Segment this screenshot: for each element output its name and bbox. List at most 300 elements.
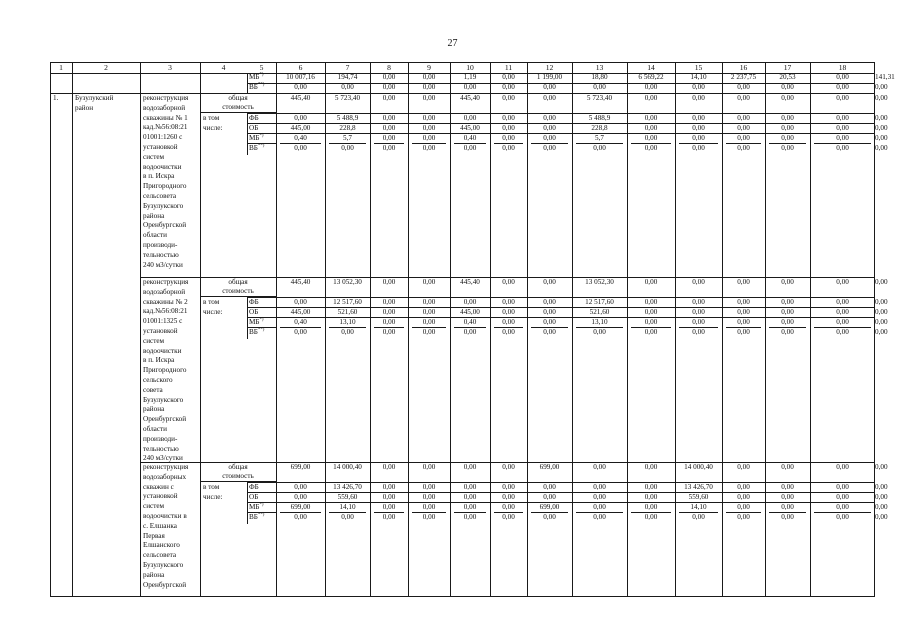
value-cell: 0,00 bbox=[836, 513, 849, 521]
column-divider bbox=[722, 277, 723, 462]
value-cell: 0,00 bbox=[781, 144, 794, 152]
value-cell: 0,00 bbox=[593, 483, 606, 491]
project-description-line: района bbox=[143, 405, 165, 414]
source-code: ОБ bbox=[249, 308, 259, 316]
value-cell: 445,00 bbox=[460, 124, 480, 132]
value-cell: 0,00 bbox=[875, 94, 888, 102]
row-line bbox=[280, 512, 321, 513]
value-cell: 445,00 bbox=[290, 308, 311, 316]
project-description-line: Бузулукского bbox=[143, 561, 184, 569]
project-description-line: Пригородного bbox=[143, 366, 187, 375]
column-divider bbox=[765, 93, 766, 277]
row-line bbox=[247, 143, 276, 144]
value-cell: 0,00 bbox=[836, 124, 849, 132]
column-divider bbox=[572, 93, 573, 277]
value-cell: 13 426,70 bbox=[684, 483, 713, 491]
row-line bbox=[329, 512, 366, 513]
column-divider bbox=[450, 62, 451, 93]
including-label: числе: bbox=[203, 307, 223, 316]
project-description-line: производи- bbox=[143, 434, 178, 443]
column-header-7: 7 bbox=[345, 63, 350, 72]
value-cell: 0,40 bbox=[294, 134, 307, 142]
column-header-15: 15 bbox=[694, 63, 703, 72]
row-line bbox=[247, 482, 875, 483]
value-cell: 0,00 bbox=[382, 308, 396, 316]
value-cell: 5 723,40 bbox=[586, 94, 613, 102]
column-divider bbox=[572, 62, 573, 93]
column-header-14: 14 bbox=[647, 63, 655, 72]
column-divider bbox=[527, 62, 528, 93]
column-header-17: 17 bbox=[783, 63, 792, 72]
row-line bbox=[247, 327, 276, 328]
footnote-mark: **) bbox=[257, 512, 265, 518]
summary-value: 0,00 bbox=[593, 83, 606, 91]
column-divider bbox=[276, 62, 277, 93]
source-code: ОБ bbox=[249, 124, 259, 132]
value-cell: 0,00 bbox=[422, 134, 436, 142]
row-line bbox=[247, 133, 875, 134]
value-cell: 0,00 bbox=[543, 298, 556, 306]
summary-value: 0,00 bbox=[502, 73, 515, 81]
value-cell: 0,00 bbox=[644, 298, 658, 306]
value-cell: 0,00 bbox=[836, 144, 849, 152]
value-cell: 0,00 bbox=[543, 124, 556, 132]
value-cell: 0,00 bbox=[422, 298, 436, 306]
source-code: ВБ bbox=[249, 513, 258, 521]
summary-source-0 bbox=[249, 73, 276, 83]
project-description-line: систем bbox=[143, 336, 165, 345]
value-cell: 0,00 bbox=[382, 503, 396, 511]
value-cell: 13,10 bbox=[339, 318, 356, 326]
value-cell: 0,00 bbox=[543, 114, 556, 122]
value-cell: 445,00 bbox=[460, 308, 480, 316]
value-cell: 0,00 bbox=[422, 94, 436, 102]
summary-value: 0,00 bbox=[341, 83, 354, 91]
value-cell: 0,00 bbox=[781, 308, 794, 316]
value-cell: 13 426,70 bbox=[333, 483, 362, 491]
including-label: числе: bbox=[203, 123, 223, 132]
row-line bbox=[679, 327, 718, 328]
project-description-line: области bbox=[143, 231, 168, 240]
column-divider bbox=[408, 277, 409, 462]
value-cell: 0,00 bbox=[781, 298, 794, 306]
value-cell: 0,00 bbox=[502, 483, 515, 491]
row-line bbox=[631, 143, 671, 144]
value-cell: 5 723,40 bbox=[334, 94, 361, 102]
summary-value: 0,00 bbox=[692, 83, 705, 91]
value-cell: 0,00 bbox=[875, 493, 888, 501]
summary-value: 0,00 bbox=[382, 83, 396, 91]
column-divider bbox=[572, 462, 573, 597]
value-cell: 559,60 bbox=[337, 493, 358, 501]
project-description-line: водозаборной bbox=[143, 287, 186, 296]
value-cell: 0,00 bbox=[502, 493, 515, 501]
value-cell: 0,00 bbox=[422, 114, 436, 122]
project-description-line: установкой bbox=[143, 143, 178, 151]
value-cell: 5,7 bbox=[595, 134, 604, 142]
value-cell: 0,00 bbox=[836, 483, 849, 491]
project-description-line: 240 м3/сутки bbox=[143, 454, 183, 463]
column-divider bbox=[325, 93, 326, 277]
column-divider bbox=[527, 93, 528, 277]
source-code: ФБ bbox=[249, 483, 259, 491]
column-divider bbox=[627, 62, 628, 93]
value-cell: 0,00 bbox=[644, 124, 658, 132]
value-cell: 0,00 bbox=[341, 328, 354, 336]
project-description-line: кад.№56:08:21 bbox=[143, 307, 188, 316]
value-cell: 0,00 bbox=[737, 308, 750, 316]
project-description-line: области bbox=[143, 425, 168, 433]
project-description-line: 01001:1260 с bbox=[143, 133, 183, 142]
value-cell: 14 000,40 bbox=[333, 463, 362, 471]
row-line bbox=[576, 143, 623, 144]
value-cell: 0,00 bbox=[543, 278, 556, 286]
value-cell: 0,00 bbox=[737, 318, 750, 326]
column-header-6: 6 bbox=[298, 63, 303, 72]
project-description-line: сельского bbox=[143, 376, 173, 384]
value-cell: 0,00 bbox=[875, 318, 888, 326]
column-divider bbox=[370, 462, 371, 597]
row-line bbox=[280, 143, 321, 144]
project-description-line: в п. Искра bbox=[143, 172, 175, 181]
source-divider bbox=[247, 112, 248, 155]
value-cell: 0,00 bbox=[341, 144, 354, 152]
value-cell: 0,00 bbox=[737, 493, 750, 501]
value-cell: 14 000,40 bbox=[684, 463, 713, 471]
value-cell: 0,00 bbox=[875, 483, 888, 491]
including-label: в том bbox=[203, 483, 220, 491]
value-cell: 0,00 bbox=[781, 124, 794, 132]
value-cell: 0,00 bbox=[382, 124, 396, 132]
summary-value: 141,31 bbox=[875, 73, 895, 81]
column-header-18: 18 bbox=[838, 63, 847, 72]
value-cell: 0,00 bbox=[422, 144, 436, 152]
value-cell: 0,00 bbox=[463, 144, 477, 152]
value-cell: 0,00 bbox=[836, 503, 849, 511]
value-cell: 13 052,30 bbox=[585, 278, 614, 286]
value-cell: 0,00 bbox=[382, 328, 396, 336]
row-line bbox=[247, 492, 875, 493]
summary-value: 0,00 bbox=[422, 83, 436, 91]
value-cell: 0,00 bbox=[781, 278, 794, 286]
value-cell: 0,00 bbox=[422, 308, 436, 316]
value-cell: 0,00 bbox=[737, 463, 750, 471]
value-cell: 0,00 bbox=[875, 114, 888, 122]
value-cell: 0,00 bbox=[737, 144, 750, 152]
project-description-line: Бузулукского bbox=[143, 201, 184, 210]
source-divider bbox=[247, 296, 248, 339]
value-cell: 0,00 bbox=[543, 318, 556, 326]
value-cell: 0,00 bbox=[781, 463, 794, 471]
value-cell: 0,00 bbox=[382, 114, 396, 122]
row-line bbox=[454, 512, 486, 513]
value-cell: 0,00 bbox=[836, 318, 849, 326]
row-line bbox=[631, 512, 671, 513]
value-cell: 0,00 bbox=[737, 124, 750, 132]
column-divider bbox=[450, 277, 451, 462]
row-line bbox=[247, 113, 875, 114]
district-number: 1. bbox=[53, 94, 59, 102]
source-code: ФБ bbox=[249, 298, 259, 306]
column-divider bbox=[627, 462, 628, 597]
project-description-line: Первая bbox=[143, 531, 165, 540]
column-divider bbox=[450, 93, 451, 277]
value-cell: 0,00 bbox=[502, 114, 515, 122]
row-line bbox=[576, 512, 623, 513]
project-description-line: реконструкция bbox=[143, 278, 189, 286]
column-divider bbox=[325, 277, 326, 462]
including-label: в том bbox=[203, 114, 220, 122]
column-divider bbox=[325, 62, 326, 93]
source-code: ВБ bbox=[249, 144, 258, 152]
value-cell: 0,00 bbox=[644, 114, 658, 122]
column-header-11: 11 bbox=[504, 63, 513, 72]
column-header-9: 9 bbox=[427, 63, 431, 72]
row-line bbox=[726, 327, 761, 328]
source-code: МБ bbox=[249, 318, 260, 326]
summary-value: 0,00 bbox=[382, 73, 396, 81]
row-line bbox=[454, 143, 486, 144]
column-header-3: 3 bbox=[168, 63, 172, 72]
value-cell: 0,00 bbox=[341, 513, 354, 521]
project-description-line: Оренбургской bbox=[143, 221, 187, 230]
value-cell: 445,40 bbox=[460, 94, 480, 102]
summary-value: 2 237,75 bbox=[730, 73, 757, 81]
value-cell: 14,10 bbox=[690, 503, 707, 511]
column-header-1: 1 bbox=[59, 63, 63, 72]
value-cell: 0,00 bbox=[692, 513, 705, 521]
value-cell: 0,00 bbox=[737, 298, 750, 306]
value-cell: 0,00 bbox=[294, 114, 307, 122]
row-line bbox=[814, 143, 871, 144]
value-cell: 0,00 bbox=[422, 318, 436, 326]
summary-value: 0,00 bbox=[422, 73, 436, 81]
value-cell: 0,00 bbox=[382, 298, 396, 306]
value-cell: 0,00 bbox=[737, 513, 750, 521]
total-cost-label: стоимость bbox=[222, 471, 254, 480]
value-cell: 0,00 bbox=[737, 483, 750, 491]
value-cell: 0,00 bbox=[836, 463, 849, 471]
value-cell: 13 052,30 bbox=[333, 278, 362, 286]
summary-value: 0,00 bbox=[875, 83, 888, 91]
column-header-4: 4 bbox=[221, 63, 226, 72]
value-cell: 0,00 bbox=[737, 134, 750, 142]
value-cell: 0,00 bbox=[692, 308, 705, 316]
value-cell: 0,00 bbox=[382, 318, 396, 326]
project-description-line: установкой bbox=[143, 327, 178, 335]
source-code: ВБ bbox=[249, 83, 258, 91]
value-cell: 0,00 bbox=[502, 144, 515, 152]
value-cell: 0,00 bbox=[644, 278, 658, 286]
project-description-line: кад.№56:08:21 bbox=[143, 123, 188, 132]
value-cell: 5,7 bbox=[343, 134, 352, 142]
district-name: Бузулукский bbox=[75, 94, 114, 102]
summary-value: 0,00 bbox=[737, 83, 750, 91]
value-cell: 0,00 bbox=[502, 503, 515, 511]
value-cell: 445,40 bbox=[290, 94, 311, 102]
summary-value: 0,00 bbox=[836, 73, 849, 81]
project-description-line: тельностью bbox=[143, 250, 179, 259]
total-cost-label: общая bbox=[228, 278, 248, 286]
value-cell: 0,00 bbox=[382, 463, 396, 471]
value-cell: 699,00 bbox=[539, 463, 560, 471]
including-label: в том bbox=[203, 298, 220, 306]
column-header-10: 10 bbox=[466, 63, 474, 72]
column-divider bbox=[200, 62, 201, 597]
value-cell: 0,00 bbox=[463, 493, 477, 501]
column-divider bbox=[765, 277, 766, 462]
column-divider bbox=[450, 462, 451, 597]
value-cell: 0,00 bbox=[644, 463, 658, 471]
value-cell: 0,00 bbox=[502, 124, 515, 132]
value-cell: 0,00 bbox=[836, 308, 849, 316]
value-cell: 0,00 bbox=[737, 328, 750, 336]
value-cell: 0,00 bbox=[593, 493, 606, 501]
row-line bbox=[631, 327, 671, 328]
value-cell: 0,00 bbox=[836, 94, 849, 102]
column-divider bbox=[675, 462, 676, 597]
column-header-2: 2 bbox=[104, 63, 108, 72]
value-cell: 0,40 bbox=[294, 318, 307, 326]
value-cell: 0,00 bbox=[781, 114, 794, 122]
column-divider bbox=[408, 93, 409, 277]
summary-value: 0,00 bbox=[781, 83, 794, 91]
summary-value: 0,00 bbox=[836, 83, 849, 91]
value-cell: 0,00 bbox=[593, 503, 606, 511]
value-cell: 0,00 bbox=[543, 328, 556, 336]
value-cell: 0,00 bbox=[502, 318, 515, 326]
value-cell: 0,00 bbox=[502, 513, 515, 521]
value-cell: 0,00 bbox=[781, 513, 794, 521]
summary-value: 1,19 bbox=[463, 73, 477, 81]
value-cell: 0,00 bbox=[382, 278, 396, 286]
row-line bbox=[726, 143, 761, 144]
value-cell: 0,00 bbox=[875, 134, 888, 142]
value-cell: 0,00 bbox=[644, 483, 658, 491]
row-line bbox=[814, 327, 871, 328]
column-divider bbox=[722, 462, 723, 597]
source-divider bbox=[247, 481, 248, 524]
total-cost-label: общая bbox=[228, 94, 248, 102]
value-cell: 13,10 bbox=[591, 318, 608, 326]
project-description-line: реконструкция bbox=[143, 463, 189, 471]
value-cell: 0,00 bbox=[692, 298, 705, 306]
project-description-line: тельностью bbox=[143, 444, 179, 453]
row-line bbox=[412, 143, 446, 144]
value-cell: 0,00 bbox=[875, 298, 888, 306]
value-cell: 0,00 bbox=[294, 144, 307, 152]
value-cell: 559,60 bbox=[688, 493, 709, 501]
project-description-line: водоочистки в bbox=[143, 512, 187, 520]
column-header-12: 12 bbox=[545, 63, 554, 72]
row-line bbox=[494, 327, 523, 328]
row-line bbox=[494, 512, 523, 513]
value-cell: 0,00 bbox=[463, 463, 477, 471]
value-cell: 0,40 bbox=[463, 134, 477, 142]
footnote-mark: *) bbox=[259, 502, 264, 508]
value-cell: 0,00 bbox=[422, 278, 436, 286]
footnote-mark: *) bbox=[259, 133, 264, 139]
row-line bbox=[412, 512, 446, 513]
row-line bbox=[374, 512, 404, 513]
total-cost-label: стоимость bbox=[222, 102, 254, 111]
value-cell: 0,00 bbox=[875, 503, 888, 511]
column-header-13: 13 bbox=[595, 63, 604, 72]
value-cell: 0,00 bbox=[593, 513, 606, 521]
value-cell: 0,00 bbox=[593, 328, 606, 336]
row-line bbox=[247, 502, 875, 503]
column-divider bbox=[325, 462, 326, 597]
value-cell: 12 517,60 bbox=[333, 298, 362, 306]
source-label-ВБ bbox=[249, 144, 276, 154]
project-description-line: с. Елшанка bbox=[143, 521, 177, 530]
value-cell: 0,00 bbox=[502, 328, 515, 336]
value-cell: 0,00 bbox=[422, 483, 436, 491]
value-cell: 0,00 bbox=[502, 134, 515, 142]
value-cell: 0,00 bbox=[543, 134, 556, 142]
value-cell: 0,00 bbox=[836, 328, 849, 336]
project-description-line: района bbox=[143, 570, 165, 579]
value-cell: 0,00 bbox=[422, 493, 436, 501]
column-header-16: 16 bbox=[739, 63, 748, 72]
value-cell: 0,00 bbox=[502, 94, 515, 102]
value-cell: 0,00 bbox=[875, 144, 888, 152]
project-description-line: скважин с bbox=[143, 482, 174, 491]
value-cell: 0,00 bbox=[781, 94, 794, 102]
total-cost-label: стоимость bbox=[222, 286, 254, 295]
row-line bbox=[576, 327, 623, 328]
value-cell: 0,00 bbox=[781, 503, 794, 511]
row-line bbox=[531, 512, 568, 513]
summary-value: 1 199,00 bbox=[536, 73, 563, 81]
value-cell: 0,00 bbox=[422, 124, 436, 132]
column-divider bbox=[370, 62, 371, 93]
row-line bbox=[247, 297, 875, 298]
value-cell: 0,00 bbox=[836, 134, 849, 142]
row-line bbox=[494, 143, 523, 144]
value-cell: 0,00 bbox=[644, 308, 658, 316]
row-line bbox=[374, 143, 404, 144]
value-cell: 0,00 bbox=[836, 493, 849, 501]
summary-value: 0,00 bbox=[463, 83, 477, 91]
value-cell: 0,00 bbox=[382, 94, 396, 102]
value-cell: 0,00 bbox=[644, 493, 658, 501]
project-description-line: сельсовета bbox=[143, 551, 177, 560]
value-cell: 0,00 bbox=[593, 463, 606, 471]
project-description-line: водоочистки bbox=[143, 346, 182, 355]
value-cell: 0,00 bbox=[294, 493, 307, 501]
value-cell: 0,00 bbox=[875, 124, 888, 132]
value-cell: 0,00 bbox=[692, 318, 705, 326]
column-divider bbox=[627, 93, 628, 277]
value-cell: 0,00 bbox=[382, 483, 396, 491]
summary-value: 20,53 bbox=[779, 73, 796, 81]
value-cell: 0,00 bbox=[543, 308, 556, 316]
column-divider bbox=[722, 62, 723, 93]
project-description-line: в п. Искра bbox=[143, 356, 175, 365]
row-line bbox=[329, 327, 366, 328]
project-description-line: Оренбургской bbox=[143, 580, 187, 589]
value-cell: 699,00 bbox=[290, 463, 311, 471]
project-description-line: Оренбургской bbox=[143, 415, 187, 424]
footnote-mark: *) bbox=[259, 317, 264, 323]
column-divider bbox=[72, 62, 73, 597]
value-cell: 0,00 bbox=[463, 513, 477, 521]
source-code: ОБ bbox=[249, 493, 259, 501]
value-cell: 0,00 bbox=[294, 483, 307, 491]
value-cell: 0,00 bbox=[543, 483, 556, 491]
column-divider bbox=[490, 462, 491, 597]
